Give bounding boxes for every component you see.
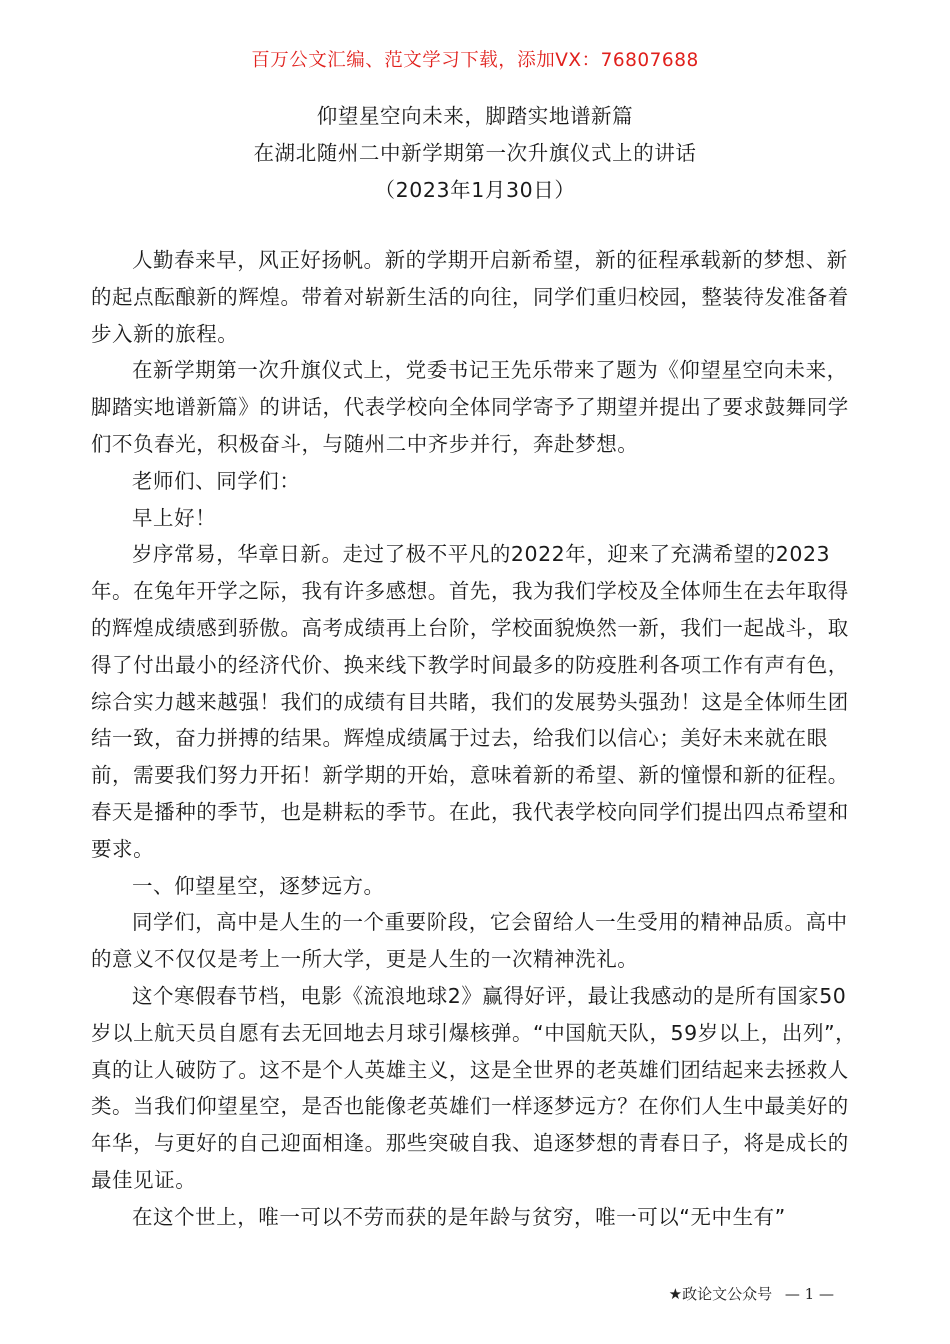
document-body: [91, 242, 866, 1236]
footer-source: ★政论文公众号: [668, 1285, 773, 1303]
page-footer: [669, 1283, 834, 1304]
greeting: 早上好！: [132, 505, 217, 530]
section-heading: 一、仰望星空，逐梦远方。: [132, 873, 385, 898]
paragraph: 这个寒假春节档，电影《流浪地球2》赢得好评，最让我感动的是所有国家50岁以上航天员自愿有去无回地去月球引爆核弹。“中国航天队，59岁以上，出列”，真的让人破防了。这不是个人英雄主义，这是全世界的老英雄们团结起来去拯救人类。当我们仰望星空，是否也能像老英雄们一样逐梦远方？在你们人生中最美好的年华，与更好的自己迎面相逢。那些突破自我、追逐梦想的青春日子，将是成长的最佳见证。: [91, 983, 857, 1192]
document-subtitle: 在湖北随州二中新学期第一次升旗仪式上的讲话: [253, 141, 697, 165]
document-title: 仰望星空向未来，脚踏实地谱新篇: [316, 104, 634, 128]
header-banner: 百万公文汇编、范文学习下载，添加VX：76807688: [251, 50, 699, 71]
page-number: — 1 —: [784, 1285, 834, 1303]
paragraph: 人勤春来早，风正好扬帆。新的学期开启新希望，新的征程承载新的梦想、新的起点酝酿新的辉煌。带着对崭新生活的向往，同学们重归校园，整装待发准备着步入新的旅程。: [91, 248, 849, 346]
paragraph: 在新学期第一次升旗仪式上，党委书记王先乐带来了题为《仰望星空向未来，脚踏实地谱新篇》的讲话，代表学校向全体同学寄予了期望并提出了要求鼓舞同学们不负春光，积极奋斗，与随州二中齐步并行，奔赴梦想。: [91, 358, 849, 456]
salutation: 老师们、同学们：: [132, 468, 301, 493]
paragraph: 在这个世上，唯一可以不劳而获的是年龄与贫穷，唯一可以“无中生有”: [132, 1204, 786, 1229]
paragraph: 岁序常易，华章日新。走过了极不平凡的2022年，迎来了充满希望的2023年。在兔年开学之际，我有许多感想。首先，我为我们学校及全体师生在去年取得的辉煌成绩感到骄傲。高考成绩再上台阶，学校面貌焕然一新，我们一起战斗，取得了付出最小的经济代价、换来线下教学时间最多的防疫胜利各项工作有声有色，综合实力越来越强！我们的成绩有目共睹，我们的发展势头强劲！这是全体师生团结一致，奋力拼搏的结果。辉煌成绩属于过去，给我们以信心；美好未来就在眼前，需要我们努力开拓！新学期的开始，意味着新的希望、新的憧憬和新的征程。春天是播种的季节，也是耕耘的季节。在此，我代表学校向同学们提出四点希望和要求。: [91, 542, 849, 861]
paragraph: 同学们，高中是人生的一个重要阶段，它会留给人一生受用的精神品质。高中的意义不仅仅是考上一所大学，更是人生的一次精神洗礼。: [91, 910, 848, 972]
document-date: （2023年1月30日）: [374, 178, 576, 202]
